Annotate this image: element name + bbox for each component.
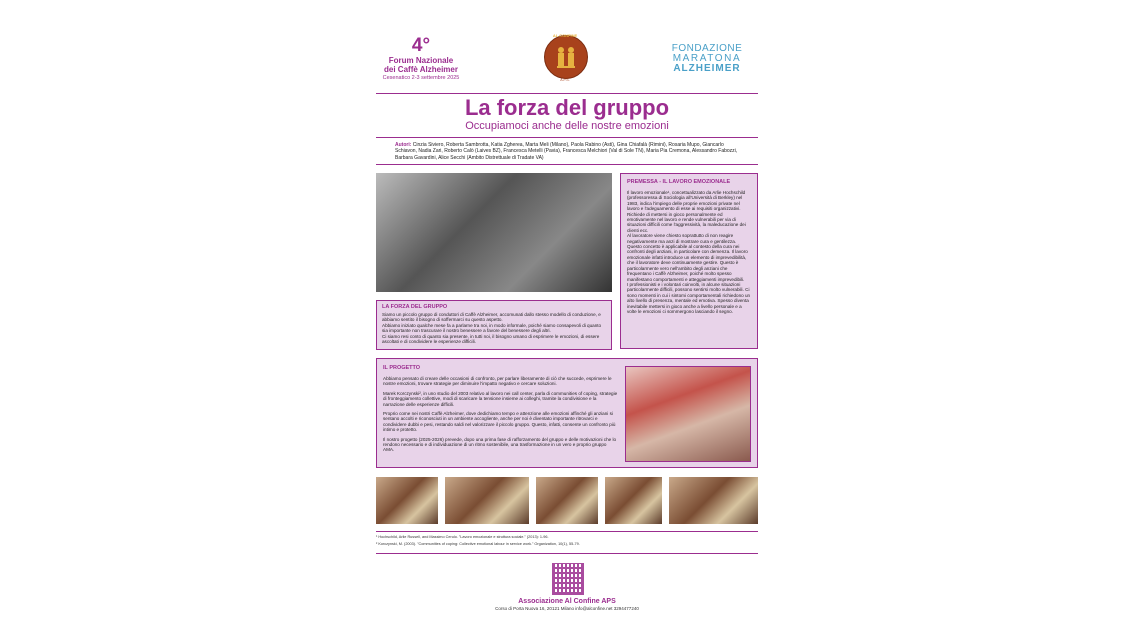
strip-photo-2 — [445, 477, 529, 524]
poster — [375, 30, 759, 620]
association-name: Associazione Al Confine APS — [518, 598, 616, 605]
logo-bottom-text: A.P.S. — [560, 78, 570, 82]
progetto-p1: Abbiamo pensato di creare delle occasioni di confronto, per parlare liberamente di ciò che succede, esprimere le nostre emozioni, trovare strategie per diminuire l'impatto negativo e cercare soluzioni. — [383, 376, 612, 387]
progetto-text — [383, 365, 618, 453]
progetto-p4: Il nostro progetto (2025-2026) prevede, dopo una prima fase di rafforzamento del gruppo e delle motivazioni che lo rendono necessario e di individuazione di un ritmo sostenibile, una trasformazione in un vero e proprio gruppo AMA. — [383, 436, 617, 453]
progetto-box — [376, 358, 758, 468]
premessa-p3: I professionisti e i volontari coinvolti, in alcune situazioni particolarmente difficili, possono sentirsi molto vulnerabili. Ci sono momenti in cui i sintomi comportamentali richiedono un alto livello di presenza, mentale ed emotiva. Spesso diventa inevitabile mettersi in gioco anche a livello personale e a volte le emozioni ci sommergono lasciando il segno. — [627, 281, 751, 314]
poster-title: La forza del gruppo — [464, 95, 670, 120]
figures-icon — [545, 36, 587, 78]
progetto-heading: IL PROGETTO — [383, 365, 421, 371]
forza-heading: LA FORZA DEL GRUPPO — [382, 304, 448, 310]
forum-place-date: Cesenatico 2-3 settembre 2025 — [382, 75, 460, 81]
strip-photo-5 — [669, 477, 758, 524]
authors-label: Autori: — [395, 142, 412, 148]
partner-line1: FONDAZIONE — [671, 43, 743, 54]
divider — [376, 553, 758, 554]
premessa-heading: PREMESSA - IL LAVORO EMOZIONALE — [627, 179, 731, 185]
forum-title-line2: dei Caffè Alzheimer — [384, 65, 458, 74]
footnote-2: ² Korczynski, M. (2003). "Communities of coping: Collective emotional labour in service work." Organization, 10(1), 55-79. — [376, 542, 580, 546]
forum-title-line1: Forum Nazionale — [388, 56, 454, 65]
strip-photo-3 — [536, 477, 598, 524]
group-photo — [376, 173, 612, 292]
divider — [376, 93, 758, 94]
premessa-p1: Il lavoro emozionale¹, concettualizzato da Arlie Hochschild (professoressa di Sociologia all'Università di Berkley) nel 1983, indica l'impiego delle proprie emozioni private nel lavoro e l'adeguamento di esse ai requisiti organizzativi. Richiede di mettersi in gioco personalmente ed emotivamente nel lavoro e rende vulnerabili per via di situazioni difficili come l'aggressività, la maleducazione dei clienti ecc. — [627, 190, 746, 233]
poster-subtitle: Occupiamoci anche delle nostre emozioni — [465, 120, 669, 132]
forum-header — [375, 36, 467, 82]
qr-code-icon — [552, 563, 584, 595]
authors-list: Cinzia Siviero, Roberta Sambrotta, Katia Zgherea, Marta Meli (Milano), Paola Rabino (Asti), Gina Chiafalà (Rimini), Rosaria Mupo, Giancarlo Schiavon, Nadia Zari, Roberto Calò (Laives BZ), Francesca Metelli (Pavia), Francesca Melchiori (Val di Sole TN), Maria Pia Cremona, Alessandro Fabozzi, Barbara Gavardini, Alice Secchi (Ambito Distrettuale di Tradate VA) — [395, 142, 738, 161]
association-address: Corso di Porta Nuova 16, 20121 Milano info@alconfine.net 3294477240 — [495, 606, 639, 611]
strip-photo-4 — [605, 477, 662, 524]
forza-p3: Ci siamo resi conto di quanto sia presente, in tutti noi, il bisogno umano di esprimere le emozioni, di essere ascoltati e di condividere le esperienze difficili. — [382, 333, 600, 345]
progetto-p2: Marek Korczynski², in uno studio del 2003 relativo al lavoro nei call center, parla di communities of coping, strategie di fronteggiamento collettive, modi di scaricare la tensione insieme ai colleghi, tramite la condivisione e la narrazione delle esperienze difficili. — [383, 390, 618, 407]
forza-p1: Siamo un piccolo gruppo di conduttori di Caffè Alzheimer, accomunati dallo stesso modello di conduzione, e abbiamo sentito il bisogno di soffermarci su questo aspetto. — [382, 312, 601, 323]
premessa-p2: Al lavoratore viene chiesto soprattutto di non reagire negativamente ma anzi di mostrare cura e gentilezza. Questo concetto è applicabile al contesto della cura nei confronti degli anziani, in particolare con demenza. Il lavoro emozionale infatti introduce un elemento di imprevedibilità, che il lavoratore deve continuamente gestire. Questo è particolarmente vero nell'ambito degli anziani che frequentano i Caffè Alzheimer, poiché molto spesso manifestano comportamenti e atteggiamenti imprevedibili. — [627, 233, 748, 282]
progetto-p3: Proprio come nei nostri Caffè Alzheimer, dove dedichiamo tempo e attenzione alle emozioni affinché gli anziani si sentano accolti e riconosciuti in un ambiente accogliente, anche per noi è diventato importante ritrovarci e condividere dubbi e pesi, restando saldi nel valorizzare il piccolo gruppo. Questo, infatti, consente un confronto più intimo e protetto. — [383, 411, 616, 433]
forza-p2: Abbiamo iniziato qualche mese fa a parlarne tra noi, in modo informale, poiché siamo consapevoli di quanto sia importante non trascurare il nostro benessere a favore del benessere degli altri. — [382, 322, 602, 334]
partner-logo — [657, 44, 757, 74]
divider — [376, 164, 758, 165]
al-confine-logo — [544, 35, 588, 79]
footnote-1: ¹ Hochschild, Arlie Russell, and Massimo Cerulo. "Lavoro emozionale e struttura sociale." (2013): 1-96. — [376, 535, 549, 539]
premessa-box — [620, 173, 758, 349]
strip-photo-1 — [376, 477, 438, 524]
activity-photo — [625, 366, 751, 462]
logo-top-text: AL CONFINE — [552, 33, 578, 38]
partner-line3: ALZHEIMER — [673, 63, 741, 74]
authors-block — [395, 142, 745, 161]
edition-number: 4° — [411, 35, 431, 56]
divider — [376, 531, 758, 532]
partner-line2: MARATONA — [672, 53, 742, 64]
divider — [376, 137, 758, 138]
forza-box — [376, 300, 612, 350]
